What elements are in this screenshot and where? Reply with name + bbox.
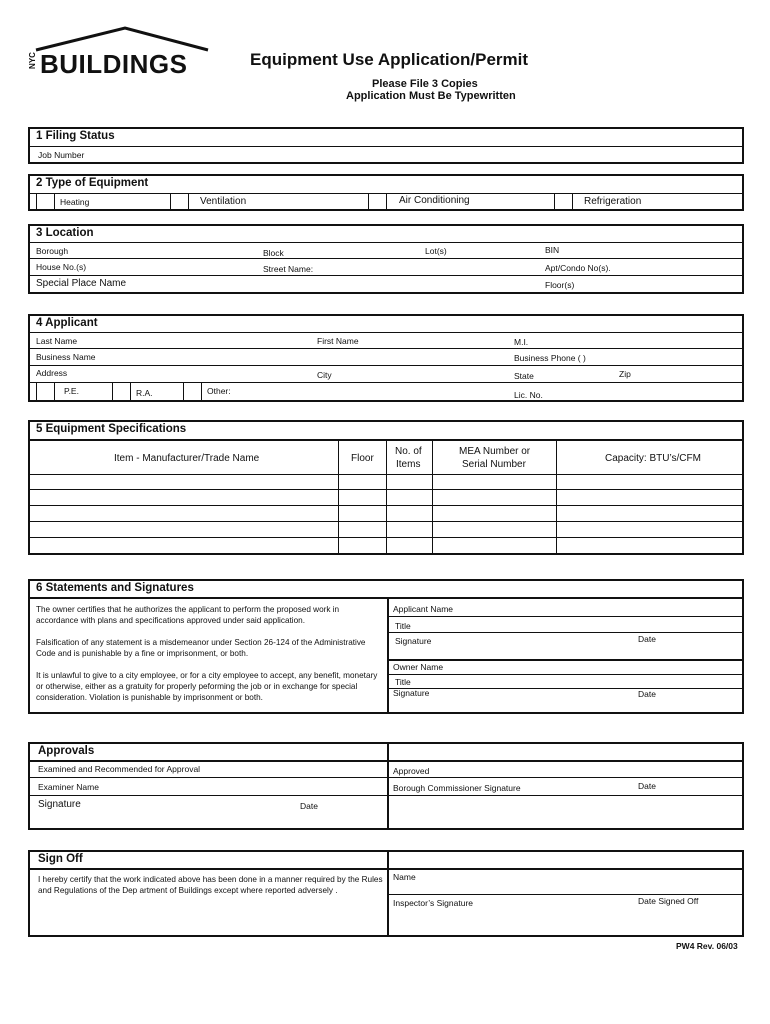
unlawful-text: It is unlawful to give to a city employee, or for a city employee to accept, any benefit, monetary or otherwise, either as a gratuity for properly peforming the job or in exchange for special consideration. Violation is punishable by imprisonment or both. [36, 671, 378, 702]
city-field[interactable]: City [317, 370, 332, 380]
ventilation-checkbox[interactable] [170, 194, 189, 211]
other-field[interactable]: Other: [207, 386, 231, 396]
borough-field[interactable]: Borough [36, 246, 69, 256]
approvals-title: Approvals [38, 745, 95, 757]
applicant-title-field[interactable]: Title [395, 621, 411, 631]
business-phone-field[interactable]: Business Phone ( ) [514, 353, 586, 363]
job-number-field[interactable]: Job Number [38, 150, 85, 160]
date-signed-off-field[interactable]: Date Signed Off [638, 896, 699, 906]
applicant-signature-field[interactable]: Signature [395, 636, 432, 646]
col-capacity-header: Capacity: BTU’s/CFM [605, 453, 701, 464]
owner-certification-text: The owner certifies that he authorizes the applicant to perform the proposed work in accordance with plans and specifications approved under said application. [36, 605, 340, 625]
ac-checkbox[interactable] [368, 194, 387, 211]
inspector-signature-field[interactable]: Inspector’s Signature [393, 898, 474, 908]
other-checkbox[interactable] [183, 383, 202, 400]
logo-nyc: NYC [27, 52, 37, 69]
signoff-title: Sign Off [38, 853, 83, 865]
statements-title: 6 Statements and Signatures [36, 582, 194, 594]
revision-label: PW4 Rev. 06/03 [676, 941, 738, 951]
logo-buildings: BUILDINGS [40, 49, 188, 79]
lot-field[interactable]: Lot(s) [425, 246, 447, 256]
street-name-field[interactable]: Street Name: [263, 264, 314, 274]
subtitle-copies: Please File 3 Copies [372, 78, 478, 90]
col-mea-header-1: MEA Number or [459, 446, 531, 457]
subtitle-typewritten: Application Must Be Typewritten [346, 90, 516, 102]
equipment-type-title: 2 Type of Equipment [36, 177, 149, 189]
owner-title-field[interactable]: Title [395, 677, 411, 687]
commissioner-date-field[interactable]: Date [638, 781, 656, 791]
license-number-field[interactable]: Lic. No. [514, 390, 543, 400]
approved-field[interactable]: Approved [393, 766, 430, 776]
location-title: 3 Location [36, 227, 94, 239]
ra-checkbox[interactable] [112, 383, 131, 400]
block-field[interactable]: Block [263, 248, 284, 258]
zip-field[interactable]: Zip [619, 369, 631, 379]
applicant-title: 4 Applicant [36, 317, 98, 329]
examiner-signature-field[interactable]: Signature [38, 799, 81, 810]
col-floor-header: Floor [351, 453, 374, 464]
heating-label: Heating [60, 197, 90, 207]
ac-label: Air Conditioning [399, 195, 470, 206]
col-no-items-header-1: No. of [395, 446, 422, 457]
last-name-field[interactable]: Last Name [36, 336, 78, 346]
refrigeration-label: Refrigeration [584, 196, 642, 207]
nyc-buildings-logo [28, 26, 214, 78]
col-mea-header-2: Serial Number [462, 459, 526, 470]
owner-date-field[interactable]: Date [638, 689, 656, 699]
examined-recommended-field[interactable]: Examined and Recommended for Approval [38, 764, 201, 774]
heating-checkbox[interactable] [36, 194, 55, 211]
apt-condo-field[interactable]: Apt/Condo No(s). [545, 263, 611, 273]
col-item-header: Item - Manufacturer/Trade Name [114, 453, 260, 464]
business-name-field[interactable]: Business Name [36, 352, 96, 362]
address-field[interactable]: Address [36, 368, 68, 378]
pe-label: P.E. [64, 386, 79, 396]
refrigeration-checkbox[interactable] [554, 194, 573, 211]
state-field[interactable]: State [514, 371, 534, 381]
ra-label: R.A. [136, 388, 153, 398]
equipment-specs-title: 5 Equipment Specifications [36, 423, 187, 435]
falsification-text: Falsification of any statement is a misdemeanor under Section 26-124 of the Administrative Code and is punishable by a fine or imprisonment, or both. [36, 638, 366, 658]
ventilation-label: Ventilation [200, 196, 247, 207]
examiner-name-field[interactable]: Examiner Name [38, 782, 99, 792]
house-number-field[interactable]: House No.(s) [36, 262, 87, 272]
special-place-field[interactable]: Special Place Name [36, 278, 127, 289]
bin-field[interactable]: BIN [545, 245, 560, 255]
borough-commissioner-signature-field[interactable]: Borough Commissioner Signature [393, 783, 521, 793]
pe-checkbox[interactable] [36, 383, 55, 400]
floors-field[interactable]: Floor(s) [545, 280, 575, 290]
applicant-name-field[interactable]: Applicant Name [393, 604, 454, 614]
owner-signature-field[interactable]: Signature [393, 688, 430, 698]
inspector-name-field[interactable]: Name [393, 872, 416, 882]
location-section [28, 224, 744, 294]
owner-name-field[interactable]: Owner Name [393, 662, 444, 672]
mi-field[interactable]: M.I. [514, 337, 529, 347]
applicant-date-field[interactable]: Date [638, 634, 656, 644]
approvals-section [28, 742, 744, 830]
signoff-certification-text: I hereby certify that the work indicated above has been done in a manner required by the Rules and Regulations of the Dep artment of Buildings except where reported adversely . [38, 875, 383, 895]
form-title: Equipment Use Application/Permit [250, 50, 529, 69]
examiner-date-field[interactable]: Date [300, 801, 318, 811]
col-no-items-header-2: Items [396, 459, 421, 470]
filing-status-title: 1 Filing Status [36, 130, 115, 142]
first-name-field[interactable]: First Name [317, 336, 359, 346]
